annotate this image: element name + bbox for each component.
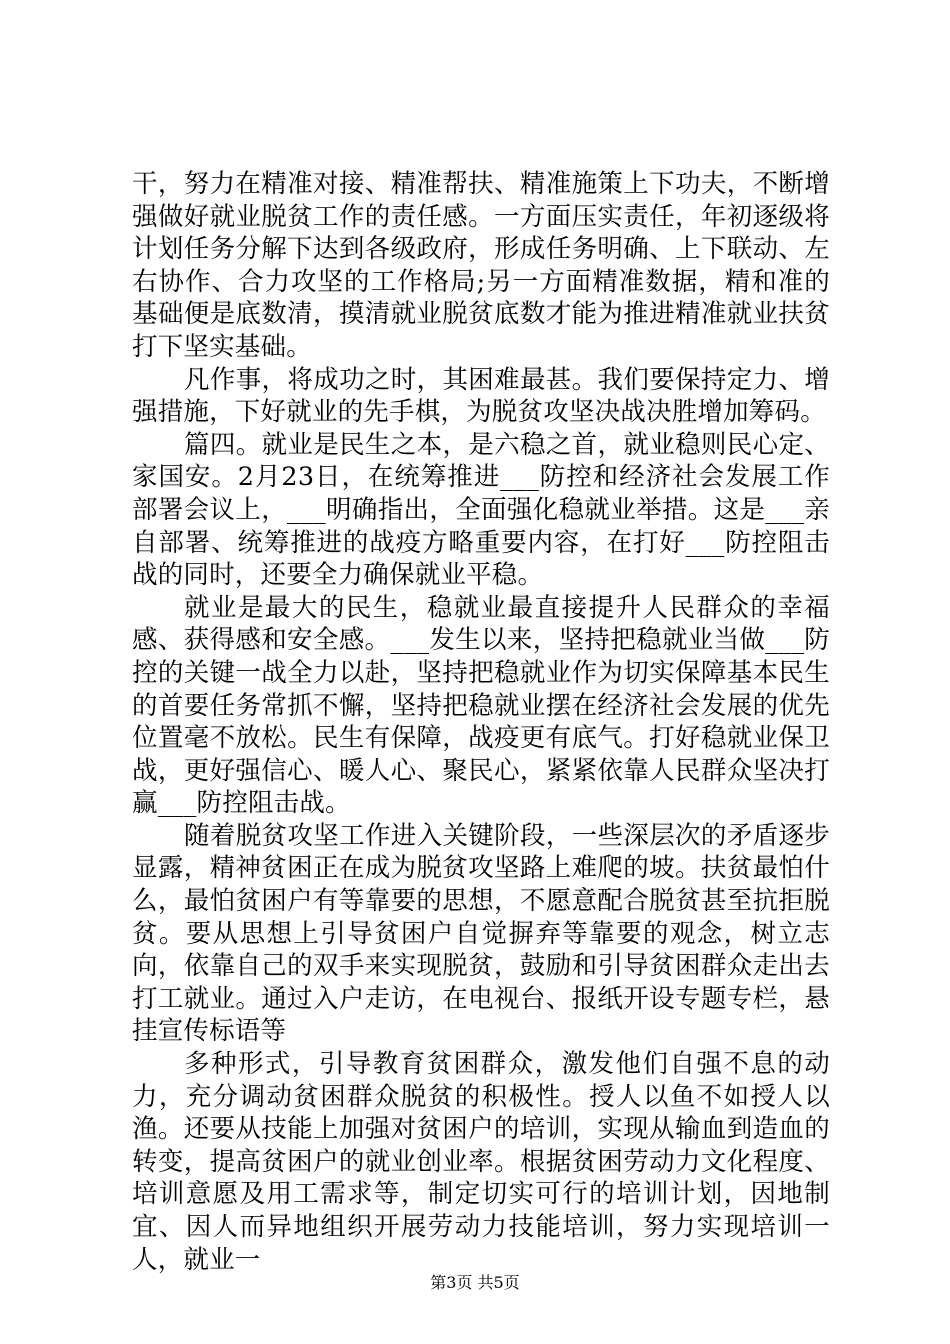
document-body <box>132 168 830 1276</box>
paragraph-5: 随着脱贫攻坚工作进入关键阶段，一些深层次的矛盾逐步显露，精神贫困正在成为脱贫攻坚路上难爬的坡。扶贫最怕什么，最怕贫困户有等靠要的思想，不愿意配合脱贫甚至抗拒脱贫。要从思想上引导贫困户自觉摒弃等靠要的观念，树立志向，依靠自己的双手来实现脱贫，鼓励和引导贫困群众走出去打工就业。通过入户走访，在电视台、报纸开设专题专栏，悬挂宣传标语等 <box>132 820 830 1047</box>
paragraph-3: 篇四。就业是民生之本，是六稳之首，就业稳则民心定、家国安。2月23日，在统筹推进___防控和经济社会发展工作部署会议上，___明确指出，全面强化稳就业举措。这是___亲自部署、统筹推进的战疫方略重要内容，在打好___防控阻击战的同时，还要全力确保就业平稳。 <box>132 429 830 591</box>
page-number-footer: 第3页 共5页 <box>430 1273 520 1292</box>
paragraph-4: 就业是最大的民生，稳就业最直接提升人民群众的幸福感、获得感和安全感。___发生以来，坚持把稳就业当做___防控的关键一战全力以赴，坚持把稳就业作为切实保障基本民生的首要任务常抓不懈，坚持把稳就业摆在经济社会发展的优先位置毫不放松。民生有保障，战疫更有底气。打好稳就业保卫战，更好强信心、暖人心、聚民心，紧紧依靠人民群众坚决打赢___防控阻击战。 <box>132 592 830 819</box>
paragraph-2: 凡作事，将成功之时，其困难最甚。我们要保持定力、增强措施，下好就业的先手棋，为脱贫攻坚决战决胜增加筹码。 <box>132 364 830 428</box>
paragraph-1: 干，努力在精准对接、精准帮扶、精准施策上下功夫，不断增强做好就业脱贫工作的责任感。一方面压实责任，年初逐级将计划任务分解下达到各级政府，形成任务明确、上下联动、左右协作、合力攻坚的工作格局;另一方面精准数据，精和准的基础便是底数清，摸清就业脱贫底数才能为推进精准就业扶贫打下坚实基础。 <box>132 169 830 362</box>
paragraph-6: 多种形式，引导教育贫困群众，激发他们自强不息的动力，充分调动贫困群众脱贫的积极性。授人以鱼不如授人以渔。还要从技能上加强对贫困户的培训，实现从输血到造血的转变，提高贫困户的就业创业率。根据贫困劳动力文化程度、培训意愿及用工需求等，制定切实可行的培训计划，因地制宜、因人而异地组织开展劳动力技能培训，努力实现培训一人，就业一 <box>132 1049 830 1275</box>
